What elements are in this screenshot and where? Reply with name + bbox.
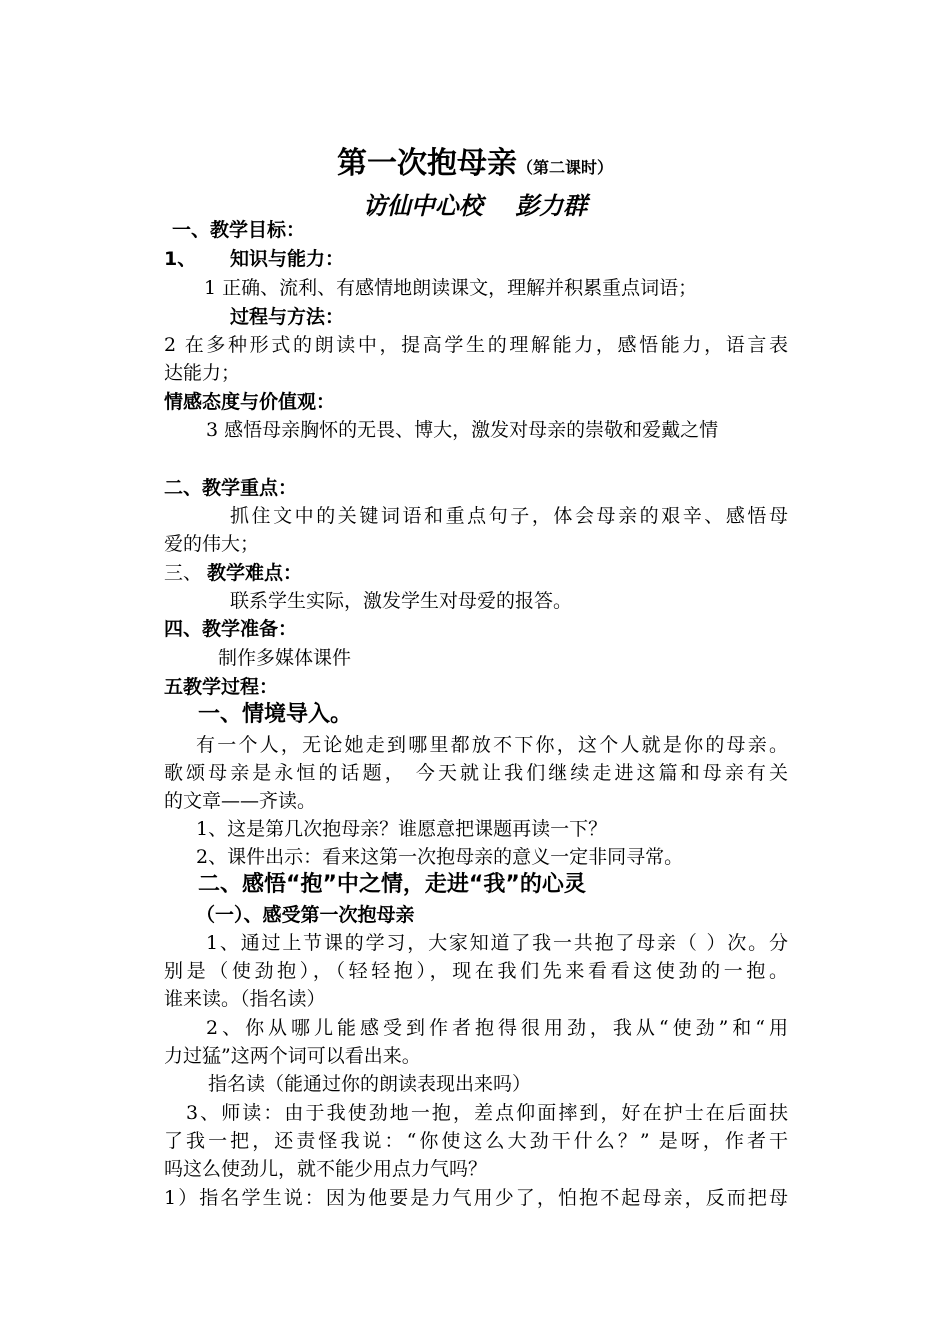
section-1-heading: 一、情境导入。	[198, 702, 353, 727]
question-1-line3: 谁来读。（指名读）	[164, 988, 326, 1010]
objectives-heading: 一、教学目标：	[172, 219, 306, 241]
title-lesson-period: （第二课时）	[516, 158, 613, 177]
question-1-line2: 别是（使劲抱），（轻轻抱），现在我们先来看看这使劲的一抱。	[164, 960, 788, 982]
difficulties-text: 联系学生实际，激发学生对母爱的报答。	[230, 590, 573, 612]
difficulties-heading-number: 三、	[164, 562, 203, 584]
question-1-line1: 1、通过上节课的学习，大家知道了我一共抱了母亲（ ）次。分	[206, 932, 788, 954]
section-1-para1-line1: 有一个人，无论她走到哪里都放不下你，这个人就是你的母亲。	[196, 734, 788, 756]
question-2-line1: 2、你从哪儿能感受到作者抱得很用劲，我从“使劲”和“用	[206, 1017, 788, 1039]
preparation-text: 制作多媒体课件	[218, 647, 352, 669]
objective-1-text: 1 正确、流利、有感情地朗读课文，理解并积累重点词语；	[204, 277, 698, 299]
question-2-line3: 指名读（能通过你的朗读表现出来吗）	[208, 1073, 532, 1095]
key-points-text-line2: 爱的伟大；	[164, 533, 260, 555]
question-3-line3: 吗这么使劲儿，就不能少用点力气吗？	[164, 1158, 488, 1180]
question-2-line2: 力过猛”这两个词可以看出来。	[164, 1045, 421, 1067]
question-3-line2: 了我一把，还责怪我说：“你使这么大劲干什么？” 是呀，作者干	[164, 1130, 788, 1152]
objective-2-text-line1: 2 在多种形式的朗读中，提高学生的理解能力，感悟能力，语言表	[164, 334, 788, 356]
title-main: 第一次抱母亲	[336, 146, 517, 181]
objective-3-label: 情感态度与价值观：	[164, 391, 336, 413]
objective-3-text: 3 感悟母亲胸怀的无畏、博大，激发对母亲的崇敬和爱戴之情	[206, 419, 719, 441]
document-title	[0, 138, 950, 182]
preparation-heading: 四、教学准备：	[164, 618, 298, 640]
answer-1-line1: 1）指名学生说：因为他要是力气用少了，怕抱不起母亲，反而把母	[164, 1187, 788, 1209]
section-1-para2: 1、这是第几次抱母亲？谁愿意把课题再读一下？	[196, 818, 608, 840]
objective-1-number: 1、	[164, 248, 197, 270]
section-2-subheading-1: （一）、感受第一次抱母亲	[196, 904, 415, 926]
objective-2-label: 过程与方法：	[230, 306, 345, 328]
section-1-para1-line2: 歌颂母亲是永恒的话题， 今天就让我们继续走进这篇和母亲有关	[164, 762, 788, 784]
section-1-para1-line3: 的文章——齐读。	[164, 790, 317, 812]
question-3-line1: 3、师读：由于我使劲地一抱，差点仰面摔到，好在护士在后面扶	[186, 1102, 788, 1124]
section-1-para3: 2、课件出示：看来这第一次抱母亲的意义一定非同寻常。	[196, 846, 684, 868]
section-2-heading: 二、感悟“抱”中之情，走进“我”的心灵	[198, 872, 586, 897]
process-heading: 五教学过程：	[164, 676, 279, 698]
key-points-text-line1: 抓住文中的关键词语和重点句子，体会母亲的艰辛、感悟母	[230, 505, 788, 527]
objective-2-text-line2: 达能力；	[164, 362, 241, 384]
key-points-heading: 二、教学重点：	[164, 477, 298, 499]
author-line: 访仙中心校 彭力群	[362, 191, 588, 220]
objective-1-label: 知识与能力：	[230, 248, 345, 270]
difficulties-heading: 教学难点：	[207, 562, 303, 584]
